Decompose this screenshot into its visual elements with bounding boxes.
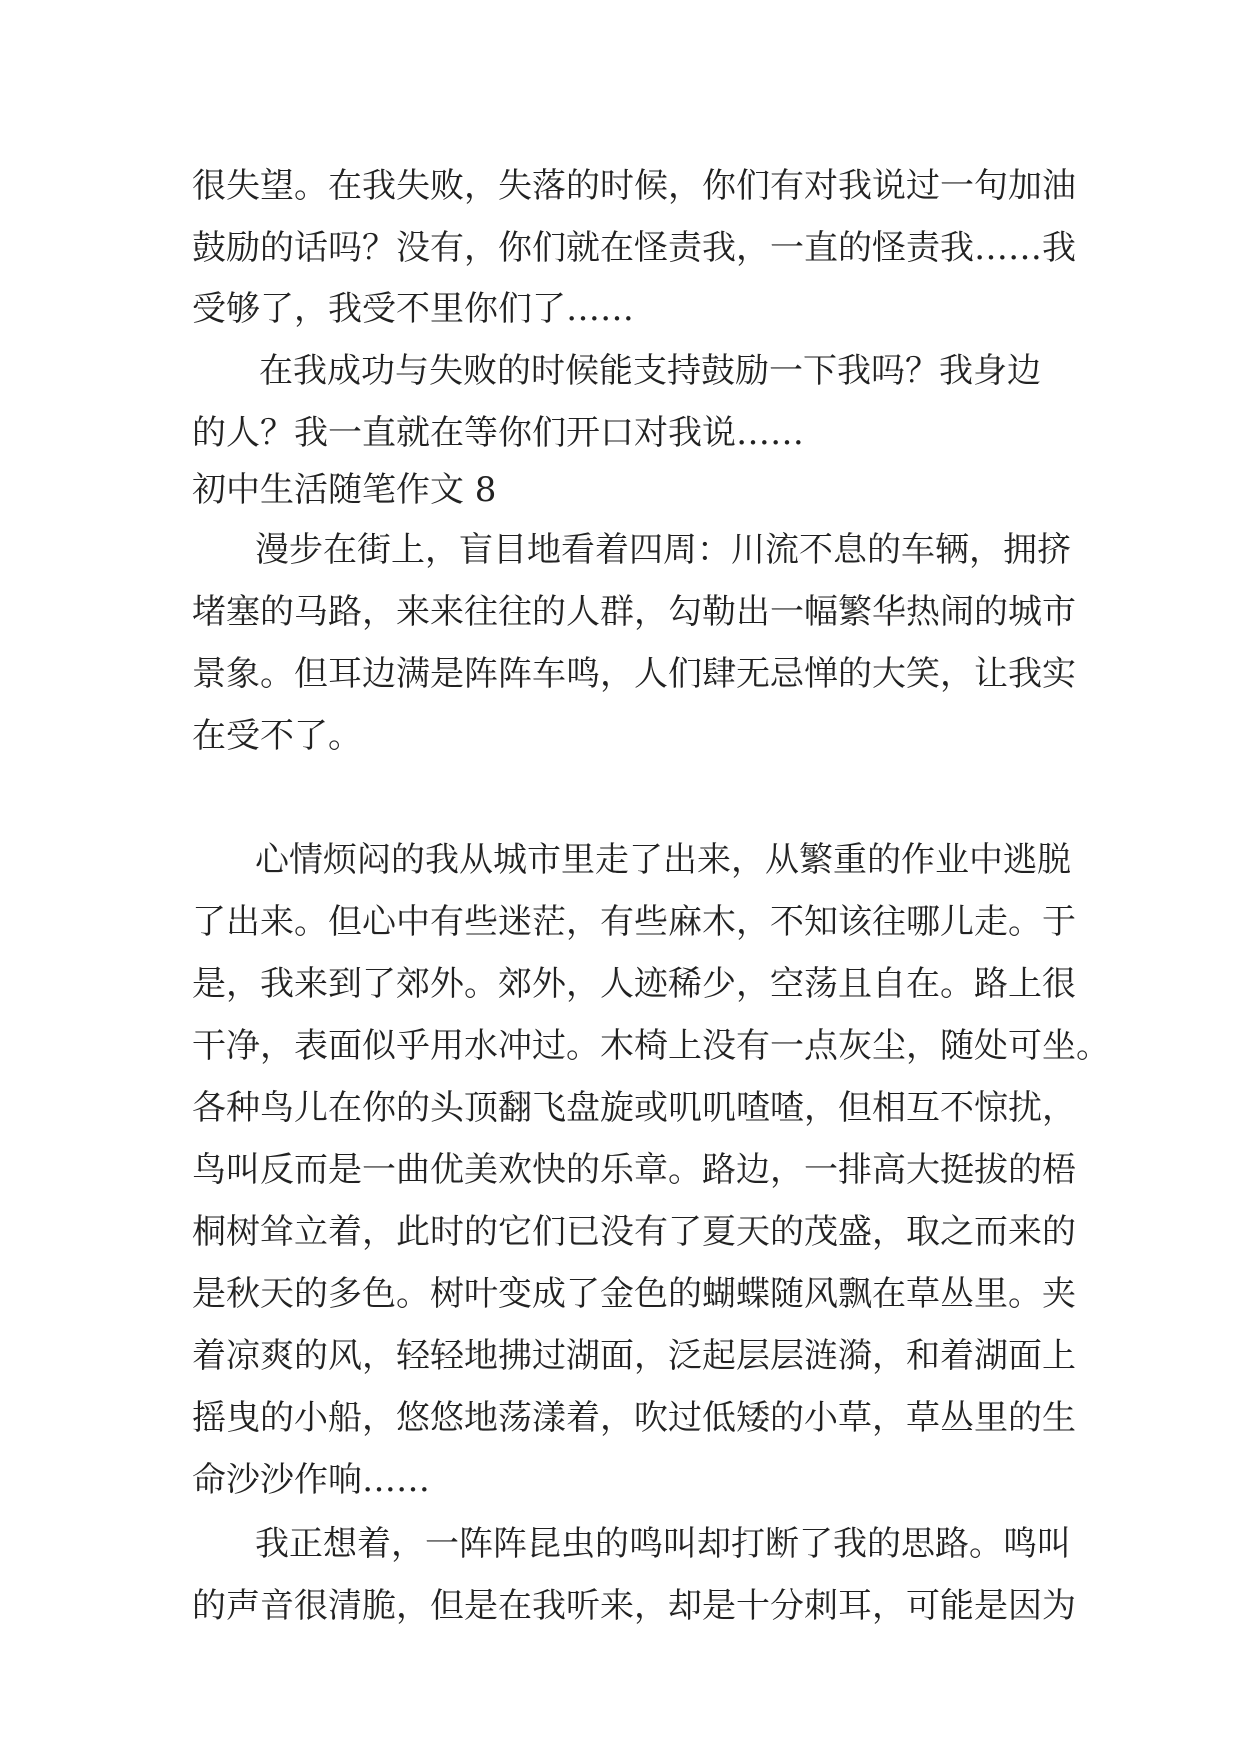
text-line: 的人？我一直就在等你们开口对我说…… xyxy=(192,413,804,453)
text-line: 漫步在街上，盲目地看着四周：川流不息的车辆，拥挤 xyxy=(255,530,1071,570)
text-line: 鸟叫反而是一曲优美欢快的乐章。路边，一排高大挺拔的梧 xyxy=(192,1150,1076,1190)
text-line: 了出来。但心中有些迷茫，有些麻木，不知该往哪儿走。于 xyxy=(192,902,1076,942)
text-line: 鼓励的话吗？没有，你们就在怪责我，一直的怪责我……我 xyxy=(192,228,1076,268)
text-line: 心情烦闷的我从城市里走了出来，从繁重的作业中逃脱 xyxy=(255,840,1071,880)
text-line: 景象。但耳边满是阵阵车鸣，人们肆无忌惮的大笑，让我实 xyxy=(192,654,1076,694)
text-line: 很失望。在我失败，失落的时候，你们有对我说过一句加油 xyxy=(192,166,1076,206)
text-line: 是秋天的多色。树叶变成了金色的蝴蝶随风飘在草丛里。夹 xyxy=(192,1274,1076,1314)
text-line: 在我成功与失败的时候能支持鼓励一下我吗？我身边 xyxy=(259,351,1041,391)
text-line: 我正想着，一阵阵昆虫的鸣叫却打断了我的思路。鸣叫 xyxy=(255,1524,1071,1564)
section-heading: 初中生活随笔作文 8 xyxy=(192,470,497,510)
text-line: 着凉爽的风，轻轻地拂过湖面，泛起层层涟漪，和着湖面上 xyxy=(192,1336,1076,1376)
text-line: 摇曳的小船，悠悠地荡漾着，吹过低矮的小草，草丛里的生 xyxy=(192,1398,1076,1438)
text-line: 受够了，我受不里你们了…… xyxy=(192,289,634,329)
text-line: 干净，表面似乎用水冲过。木椅上没有一点灰尘，随处可坐。 xyxy=(192,1026,1110,1066)
text-line: 是，我来到了郊外。郊外，人迹稀少，空荡且自在。路上很 xyxy=(192,964,1076,1004)
text-line: 桐树耸立着，此时的它们已没有了夏天的茂盛，取之而来的 xyxy=(192,1212,1076,1252)
text-line: 堵塞的马路，来来往往的人群，勾勒出一幅繁华热闹的城市 xyxy=(192,592,1076,632)
text-line: 命沙沙作响…… xyxy=(192,1460,430,1500)
text-line: 在受不了。 xyxy=(192,716,362,756)
text-line: 各种鸟儿在你的头顶翻飞盘旋或叽叽喳喳，但相互不惊扰， xyxy=(192,1088,1076,1128)
text-line: 的声音很清脆，但是在我听来，却是十分刺耳，可能是因为 xyxy=(192,1586,1076,1626)
